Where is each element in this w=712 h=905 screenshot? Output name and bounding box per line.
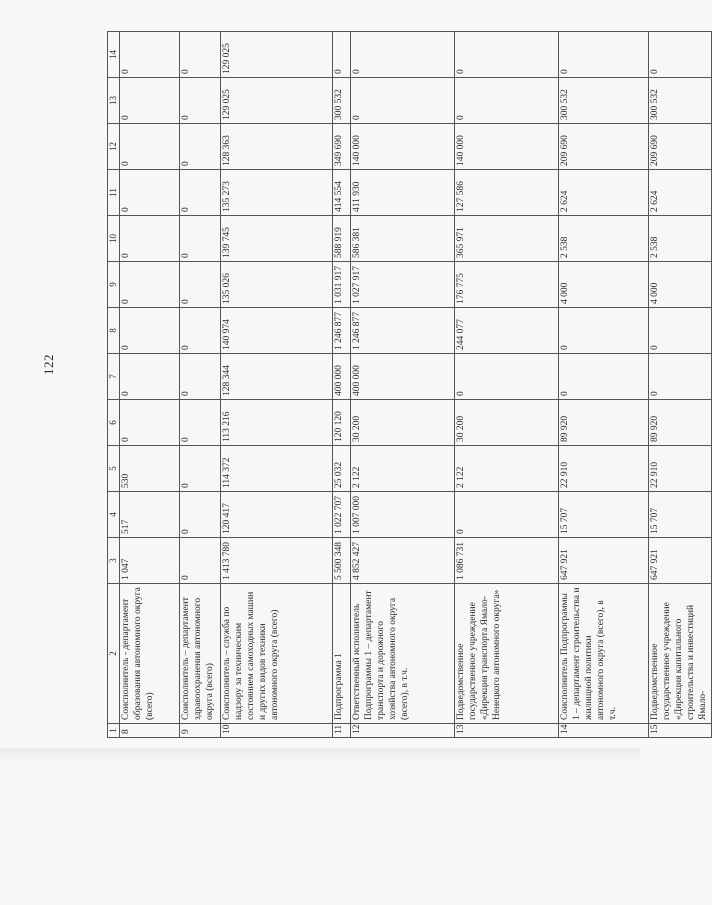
row-number: 12 xyxy=(351,724,455,738)
value-cell: 0 xyxy=(333,32,351,78)
row-name: Соисполнитель – департамент здравоохранения автономного округа (всего) xyxy=(180,584,221,724)
value-cell: 15 707 xyxy=(649,492,711,538)
value-cell: 0 xyxy=(649,354,711,400)
value-cell: 0 xyxy=(455,78,559,124)
value-cell: 140 000 xyxy=(455,124,559,170)
value-cell: 588 919 xyxy=(333,216,351,262)
value-cell: 0 xyxy=(180,216,221,262)
column-number: 13 xyxy=(108,78,120,124)
value-cell: 4 000 xyxy=(559,262,649,308)
value-cell: 0 xyxy=(120,124,180,170)
value-cell: 517 xyxy=(120,492,180,538)
value-cell: 0 xyxy=(649,32,711,78)
value-cell: 586 381 xyxy=(351,216,455,262)
value-cell: 647 921 xyxy=(649,538,711,584)
row-name: Подпрограмма 1 xyxy=(333,584,351,724)
value-cell: 0 xyxy=(120,32,180,78)
value-cell: 1 022 707 xyxy=(333,492,351,538)
value-cell: 22 910 xyxy=(649,446,711,492)
value-cell: 139 745 xyxy=(221,216,333,262)
value-cell: 5 500 348 xyxy=(333,538,351,584)
table-row xyxy=(351,32,455,738)
value-cell: 140 974 xyxy=(221,308,333,354)
value-cell: 0 xyxy=(455,492,559,538)
value-cell: 0 xyxy=(455,354,559,400)
value-cell: 2 122 xyxy=(351,446,455,492)
column-number: 1 xyxy=(108,724,120,738)
value-cell: 140 000 xyxy=(351,124,455,170)
row-number: 11 xyxy=(333,724,351,738)
row-name: Подведомственное государственное учреждение «Дирекция капитального строительства и инвестиций Ямало- xyxy=(649,584,711,724)
row-name: Соисполнитель - департамент образования автономного округа (всего) xyxy=(120,584,180,724)
value-cell: 414 554 xyxy=(333,170,351,216)
column-number: 2 xyxy=(108,584,120,724)
table-row xyxy=(180,32,221,738)
table-body xyxy=(108,32,712,738)
value-cell: 0 xyxy=(180,262,221,308)
value-cell: 1 086 731 xyxy=(455,538,559,584)
value-cell: 0 xyxy=(180,308,221,354)
value-cell: 349 690 xyxy=(333,124,351,170)
value-cell: 0 xyxy=(180,124,221,170)
value-cell: 300 532 xyxy=(333,78,351,124)
value-cell: 0 xyxy=(120,308,180,354)
value-cell: 2 538 xyxy=(649,216,711,262)
value-cell: 129 025 xyxy=(221,32,333,78)
column-number: 10 xyxy=(108,216,120,262)
value-cell: 300 532 xyxy=(649,78,711,124)
column-number: 9 xyxy=(108,262,120,308)
value-cell: 30 200 xyxy=(455,400,559,446)
value-cell: 1 027 917 xyxy=(351,262,455,308)
value-cell: 0 xyxy=(120,400,180,446)
column-number: 4 xyxy=(108,492,120,538)
value-cell: 2 624 xyxy=(559,170,649,216)
value-cell: 0 xyxy=(351,32,455,78)
value-cell: 1 047 xyxy=(120,538,180,584)
value-cell: 135 273 xyxy=(221,170,333,216)
row-number: 8 xyxy=(120,724,180,738)
value-cell: 4 852 427 xyxy=(351,538,455,584)
value-cell: 0 xyxy=(180,400,221,446)
column-number-row xyxy=(108,32,120,738)
value-cell: 114 372 xyxy=(221,446,333,492)
value-cell: 15 707 xyxy=(559,492,649,538)
value-cell: 0 xyxy=(180,492,221,538)
column-number: 7 xyxy=(108,354,120,400)
column-number: 6 xyxy=(108,400,120,446)
row-name: Ответственный исполнитель Подпрограммы 1 – департамент транспорта и дорожного хозяйства автономного округа (всего), в т.ч. xyxy=(351,584,455,724)
value-cell: 120 120 xyxy=(333,400,351,446)
value-cell: 0 xyxy=(180,538,221,584)
value-cell: 2 538 xyxy=(559,216,649,262)
value-cell: 0 xyxy=(455,32,559,78)
column-number: 5 xyxy=(108,446,120,492)
value-cell: 0 xyxy=(120,216,180,262)
rotated-table-container xyxy=(107,32,708,738)
column-number: 12 xyxy=(108,124,120,170)
row-number: 14 xyxy=(559,724,649,738)
value-cell: 0 xyxy=(120,354,180,400)
value-cell: 1 246 877 xyxy=(351,308,455,354)
value-cell: 2 624 xyxy=(649,170,711,216)
value-cell: 209 690 xyxy=(649,124,711,170)
value-cell: 530 xyxy=(120,446,180,492)
value-cell: 4 000 xyxy=(649,262,711,308)
row-number: 10 xyxy=(221,724,333,738)
value-cell: 30 200 xyxy=(351,400,455,446)
column-number: 14 xyxy=(108,32,120,78)
value-cell: 113 216 xyxy=(221,400,333,446)
value-cell: 0 xyxy=(120,170,180,216)
row-name: Соисполнитель – служба по надзору за техническим состоянием самоходных машин и других видов техники автономного округа (всего) xyxy=(221,584,333,724)
row-number: 15 xyxy=(649,724,711,738)
value-cell: 0 xyxy=(351,78,455,124)
value-cell: 0 xyxy=(180,32,221,78)
value-cell: 244 077 xyxy=(455,308,559,354)
table-row xyxy=(120,32,180,738)
value-cell: 1 031 917 xyxy=(333,262,351,308)
row-name: Подведомственное государственное учреждение «Дирекция транспорта Ямало-Ненецкого автономного округа» xyxy=(455,584,559,724)
value-cell: 0 xyxy=(180,354,221,400)
column-number: 3 xyxy=(108,538,120,584)
value-cell: 365 971 xyxy=(455,216,559,262)
value-cell: 0 xyxy=(559,308,649,354)
value-cell: 400 000 xyxy=(333,354,351,400)
scan-edge-shadow xyxy=(0,748,640,762)
column-number: 11 xyxy=(108,170,120,216)
value-cell: 300 532 xyxy=(559,78,649,124)
budget-table xyxy=(107,31,712,738)
value-cell: 0 xyxy=(649,308,711,354)
value-cell: 647 921 xyxy=(559,538,649,584)
value-cell: 400 000 xyxy=(351,354,455,400)
row-name: Соисполнитель Подпрограммы 1 – департамент строительства и жилищной политики автономного округа (всего), в т.ч. xyxy=(559,584,649,724)
value-cell: 0 xyxy=(180,446,221,492)
value-cell: 0 xyxy=(120,262,180,308)
value-cell: 120 417 xyxy=(221,492,333,538)
value-cell: 0 xyxy=(559,354,649,400)
value-cell: 89 920 xyxy=(559,400,649,446)
value-cell: 22 910 xyxy=(559,446,649,492)
value-cell: 128 363 xyxy=(221,124,333,170)
value-cell: 0 xyxy=(120,78,180,124)
value-cell: 127 586 xyxy=(455,170,559,216)
table-row xyxy=(649,32,711,738)
value-cell: 25 032 xyxy=(333,446,351,492)
value-cell: 411 930 xyxy=(351,170,455,216)
value-cell: 209 690 xyxy=(559,124,649,170)
value-cell: 1 413 780 xyxy=(221,538,333,584)
value-cell: 128 344 xyxy=(221,354,333,400)
value-cell: 129 025 xyxy=(221,78,333,124)
value-cell: 89 920 xyxy=(649,400,711,446)
column-number: 8 xyxy=(108,308,120,354)
value-cell: 0 xyxy=(180,78,221,124)
value-cell: 0 xyxy=(180,170,221,216)
value-cell: 176 775 xyxy=(455,262,559,308)
value-cell: 135 026 xyxy=(221,262,333,308)
value-cell: 0 xyxy=(559,32,649,78)
page-number: 122 xyxy=(41,354,56,375)
value-cell: 2 122 xyxy=(455,446,559,492)
table-row xyxy=(221,32,333,738)
row-number: 9 xyxy=(180,724,221,738)
table-row xyxy=(559,32,649,738)
table-row xyxy=(455,32,559,738)
row-number: 13 xyxy=(455,724,559,738)
value-cell: 1 246 877 xyxy=(333,308,351,354)
value-cell: 1 007 000 xyxy=(351,492,455,538)
table-row xyxy=(333,32,351,738)
